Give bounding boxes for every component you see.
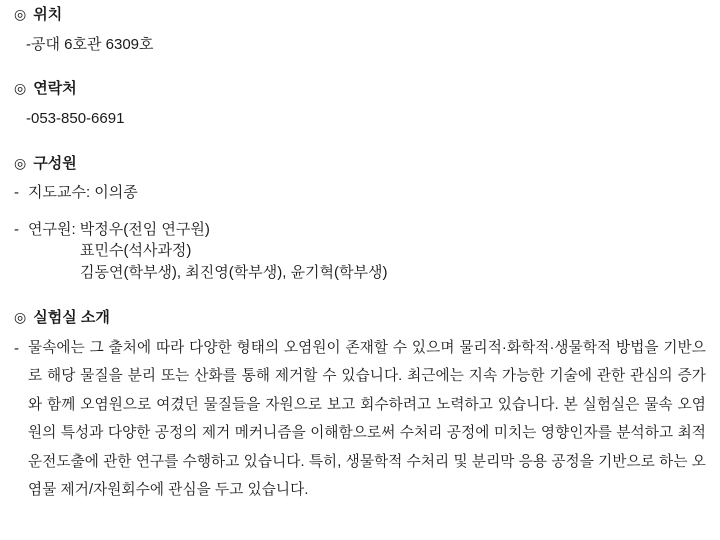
lab-intro-body xyxy=(14,334,706,505)
member-researcher-extra-2: 김동연(학부생), 최진영(학부생), 윤기혁(학부생) xyxy=(80,263,388,281)
section-contact xyxy=(14,80,706,128)
section-location-title: 위치 xyxy=(33,6,63,23)
dash-marker: - xyxy=(14,340,19,357)
section-lab-intro-title: 실험실 소개 xyxy=(33,309,110,327)
section-lab-intro xyxy=(14,309,706,504)
section-location-heading xyxy=(14,6,706,25)
member-researchers xyxy=(14,220,706,284)
section-lab-intro-heading xyxy=(14,309,706,328)
section-contact-title: 연락처 xyxy=(33,80,77,98)
bullet-circle-icon: ◎ xyxy=(14,6,27,22)
section-members-title: 구성원 xyxy=(33,154,77,172)
member-advisor-label: 지도교수: 이의종 xyxy=(28,184,138,202)
section-location xyxy=(14,6,706,54)
bullet-circle-icon: ◎ xyxy=(14,80,27,97)
bullet-circle-icon: ◎ xyxy=(14,309,27,326)
member-researcher-lead xyxy=(14,220,706,240)
member-researcher-extra-1: 표민수(석사과정) xyxy=(80,241,192,259)
section-contact-heading xyxy=(14,80,706,99)
bullet-circle-icon: ◎ xyxy=(14,154,27,171)
contact-phone-value: -053-850-6691 xyxy=(26,110,125,127)
lab-intro-paragraph: 물속에는 그 출처에 따라 다양한 형태의 오염원이 존재할 수 있으며 물리적·화학적·생물학적 방법을 기반으로 해당 물질을 분리 또는 산화를 통해 제거할 수 있습니다. 최근에는 지속 가능한 기술에 관한 관심의 증가와 함께 오염원으로 여겼던 물질들을 자원으로 보고 회수하려고 노력하고 있습니다. 본 실험실은 물속 오염원의 특성과 다양한 공정의 제거 메커니즘을 이해함으로써 수처리 공정에 미치는 영향인자를 분석하고 최적 운전도출에 관한 연구를 수행하고 있습니다. 특히, 생물학적 수처리 및 분리막 응용 공정을 기반으로 하는 오염물 제거/자원회수에 관심을 두고 있습니다. xyxy=(28,340,706,499)
dash-marker: - xyxy=(14,220,19,238)
section-members-heading xyxy=(14,155,706,174)
member-advisor xyxy=(14,183,706,203)
dash-marker: - xyxy=(14,184,19,202)
location-value: -공대 6호관 6309호 xyxy=(26,35,154,53)
member-researcher-label: 연구원: 박정우(전임 연구원) xyxy=(28,220,210,238)
section-members xyxy=(14,155,706,284)
